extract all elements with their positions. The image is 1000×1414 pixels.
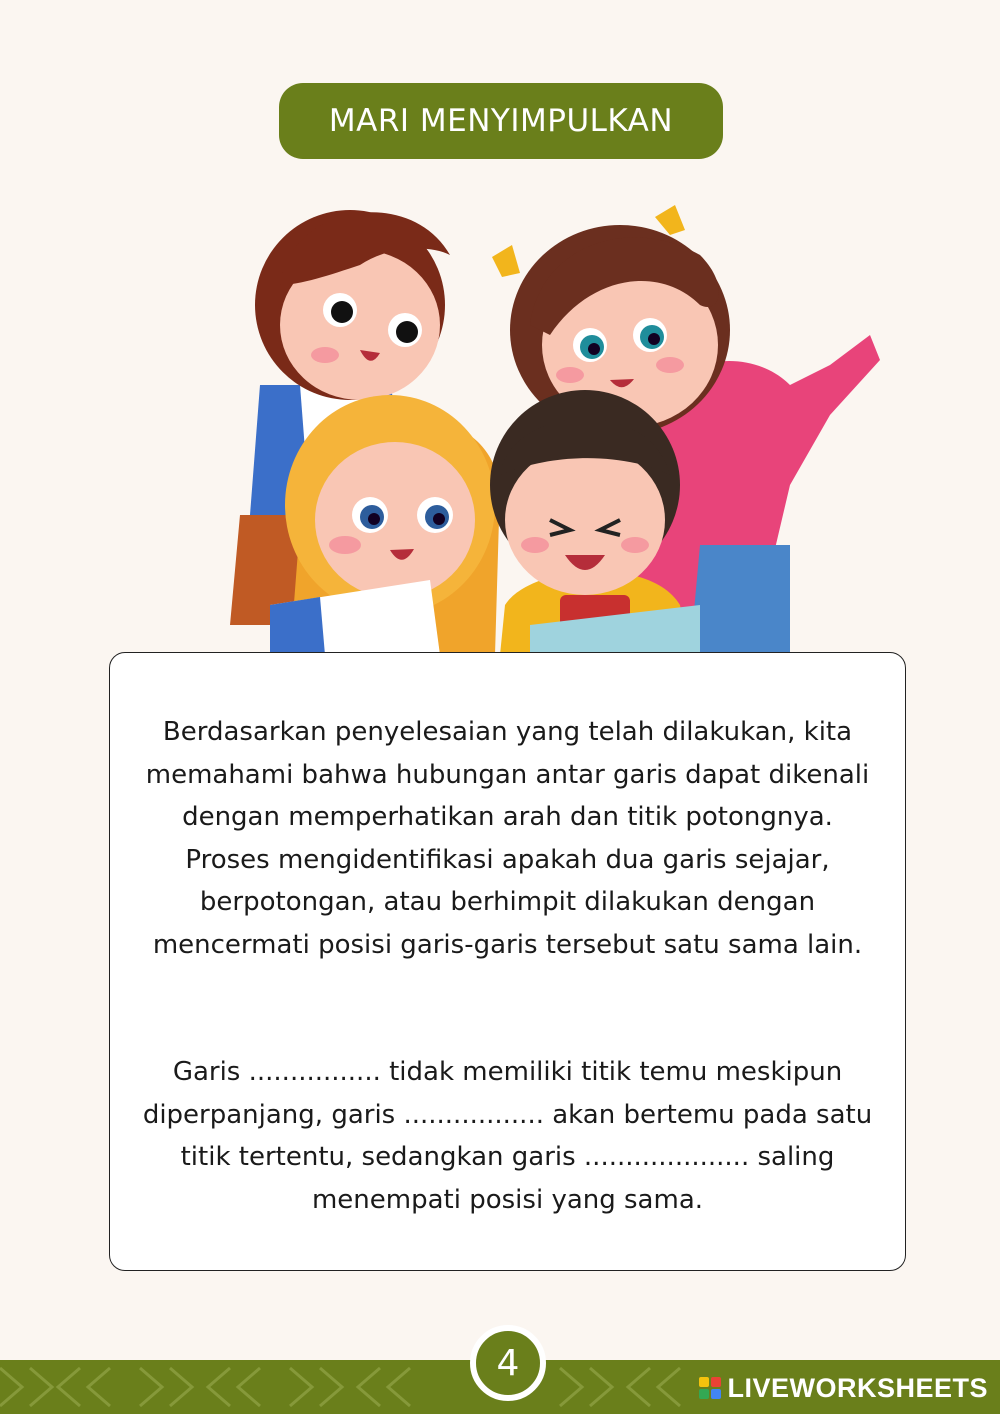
conclusion-paragraph: Berdasarkan penyelesaian yang telah dilakukan, kita memahami bahwa hubungan antar garis dapat dikenali dengan memperhatikan arah dan titik potongnya. Proses mengidentifikasi apakah dua garis sejajar, berpotongan, atau berhimpit dilakukan dengan mencermati posisi garis-garis tersebut satu sama lain. (145, 717, 870, 960)
liveworksheets-icon (699, 1377, 721, 1399)
liveworksheets-logo (699, 1369, 988, 1407)
conclusion-card (109, 652, 906, 1271)
children-reading-illustration (230, 185, 880, 655)
page-number: 4 (470, 1325, 546, 1401)
brand-name: LIVEWORKSHEETS (727, 1372, 988, 1403)
fill-in-blank-paragraph: Garis ................ tidak memiliki titik temu meskipun diperpanjang, garis ................. akan bertemu pada satu titik tertentu, sedangkan garis .................... saling menempati posisi yang sama. (142, 1057, 873, 1215)
section-title: MARI MENYIMPULKAN (279, 83, 723, 159)
